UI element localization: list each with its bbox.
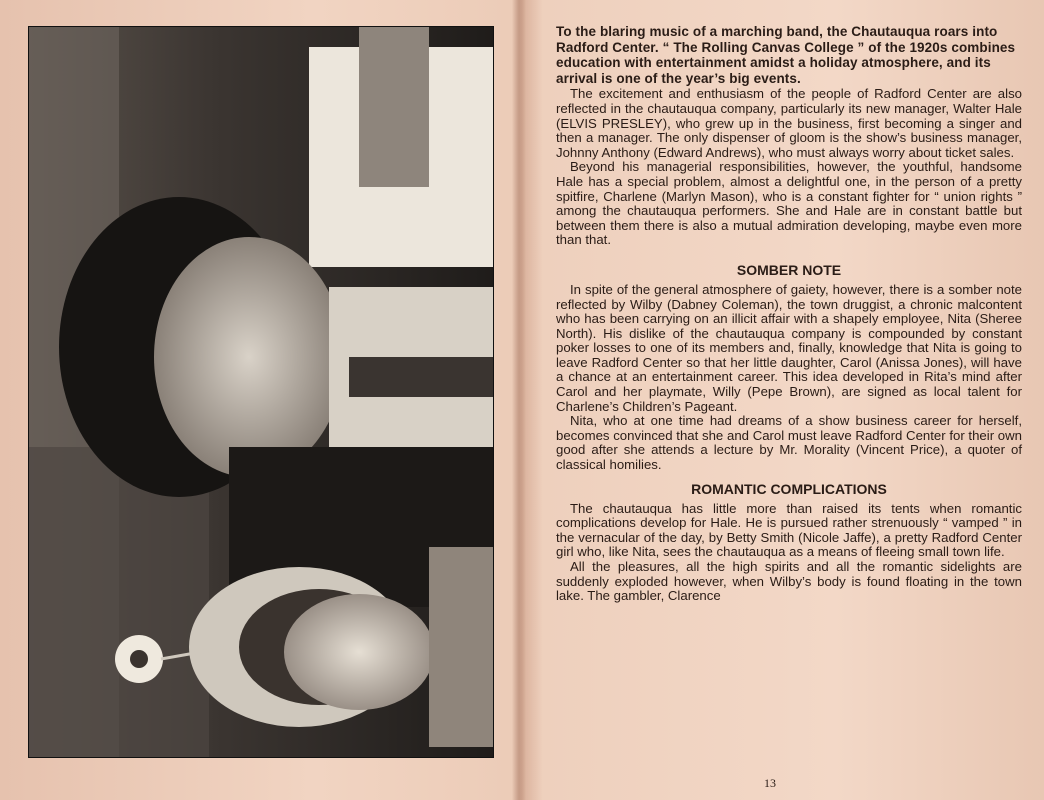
- article-paragraph: Nita, who at one time had dreams of a show business career for herself, becomes convinced that she and Carol must leave Radford Center for their own good after she attends a lecture by Mr. Morality (Vincent Price), a quoter of classical homilies.: [556, 413, 1022, 473]
- photo-illustration: [29, 27, 493, 757]
- page-number: 13: [764, 776, 776, 790]
- article-paragraph: In spite of the general atmosphere of gaiety, however, there is a somber note reflected by Wilby (Dabney Coleman), the town druggist, a chronic malcontent who has been carrying on an illicit affair with a shapely employee, Nita (Sheree North). His dislike of the chautauqua company is compounded by constant poker losses to one of its members and, finally, knowledge that Nita is going to leave Radford Center so that her little daughter, Carol (Anissa Jones), will have a chance at an entertainment career. This idea developed in Rita’s mind after Carol and her playmate, Willy (Pepe Brown), are signed as local talent for Charlene’s Children’s Pageant.: [556, 281, 1022, 414]
- section-heading-somber-note: SOMBER NOTE: [736, 261, 842, 278]
- article-paragraph: The chautauqua has little more than raised its tents when romantic complications develop for Hale. He is pursued rather strenuously “ vamped ” in the vernacular of the day, by Betty Smith (Nicole Jaffe), a pretty Radford Center girl who, like Nita, sees the chautauqua as a means of fleeing small town life.: [556, 500, 1022, 560]
- article-paragraph: Beyond his managerial responsibilities, however, the youthful, handsome Hale has a special problem, almost a delightful one, in the person of a pretty spitfire, Charlene (Marlyn Mason), who is a constant fighter for “ union rights ” among the chautauqua performers. She and Hale are in constant battle but between them there is also a mutual admiration developing, maybe even more than that.: [556, 159, 1022, 248]
- article-paragraph: The excitement and enthusiasm of the people of Radford Center are also reflected in the chautauqua company, particularly its new manager, Walter Hale (ELVIS PRESLEY), who grew up in the business, first becoming a singer and then a manager. The only dispenser of gloom is the show’s business manager, Johnny Anthony (Edward Andrews), who must always worry about ticket sales.: [556, 86, 1022, 160]
- section-heading-romantic-complications: ROMANTIC COMPLICATIONS: [691, 480, 887, 497]
- article-column: [556, 24, 1022, 604]
- article-intro: To the blaring music of a marching band, the Chautauqua roars into Radford Center. “ The Rolling Canvas College ” of the 1920s combines education with entertainment amidst a holiday atmosphere, and its arrival is one of the year’s big events.: [556, 24, 1016, 86]
- article-paragraph: All the pleasures, all the high spirits and all the romantic sidelights are suddenly exploded however, when Wilby’s body is found floating in the town lake. The gambler, Clarence: [556, 559, 1022, 604]
- film-still-photo: [28, 26, 494, 758]
- page-gutter: [512, 0, 526, 800]
